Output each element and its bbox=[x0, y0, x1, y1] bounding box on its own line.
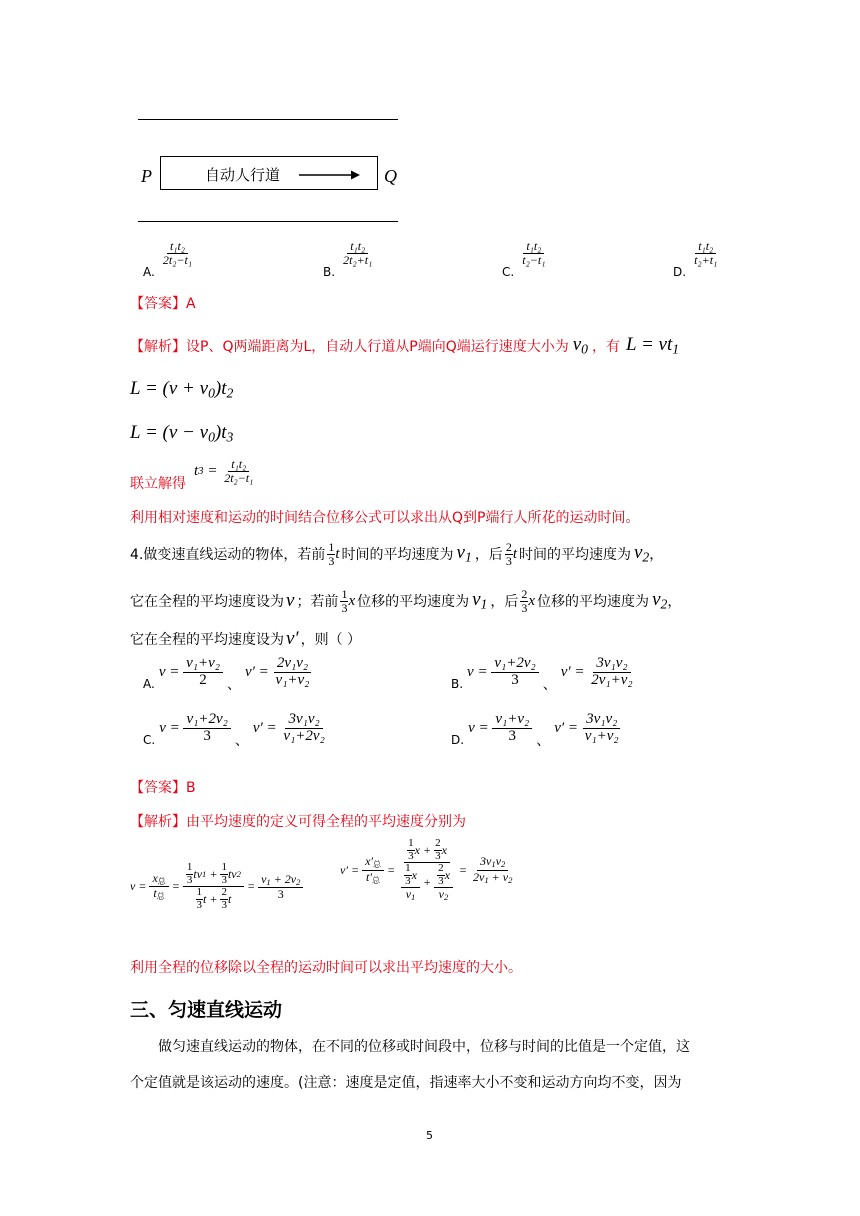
q3-conclusion: 利用相对速度和运动的时间结合位移公式可以求出从Q到P端行人所花的运动时间。 bbox=[130, 510, 640, 526]
q4-option-b[interactable]: B. v = $\frac{\text{v₁+2v₂}}{3}$ 、 v′ = $\frac{\text{3v₁v₂}}{\text{2v₁+v₂}}$ bbox=[451, 655, 633, 694]
equation-l-v-plus-v0: $L = (v + v_0)t_2$ bbox=[130, 378, 234, 401]
section-heading: 三、匀速直线运动 bbox=[130, 999, 283, 1021]
q3-option-c[interactable]: $_{C.}$ $\frac{\text{t₁t₂}}{\text{t₂−t₁}}$ bbox=[502, 239, 546, 279]
bottom-rail bbox=[138, 221, 398, 222]
walkway-label: 自动人行道 bbox=[205, 166, 281, 184]
q4-option-c[interactable]: C. v = $\frac{\text{v₁+2v₂}}{3}$ 、 v′ = $\frac{\text{3v₁v₂}}{\text{v₁+2v₂}}$ bbox=[143, 711, 325, 750]
equation-t3: t 3 = $\frac{\text{t₁t₂}}{\text{2t₂−t₁}}$ bbox=[194, 457, 254, 485]
q4-stem-line1: 4.做变速直线运动的物体，若前 $\frac{1}{3}$ t 时间的平均速度为 $v_1$ ，后 $\frac{2}{3}$ t 时间的平均速度为 $v_2$ ， bbox=[130, 540, 664, 568]
equation-l-v-minus-v0: $L = (v - v_0)t_3$ bbox=[130, 422, 234, 445]
equation-average-v: v = $\frac{x_总}{t_总}$ = $\frac{1}{3}$ tv 1 + $\frac{1}{3}$ tv 2 $\frac{1}{3}$ t + $\frac{2}{3}$ t = $\frac{v_1 + 2v_2}{3}$ bbox=[130, 862, 303, 911]
q3-option-a[interactable]: $_{A.}$ $\frac{\text{t₁t₂}}{\text{2t₂−t₁}}$ bbox=[143, 239, 193, 279]
equation-average-v-prime: v′ = $\frac{x'_总}{t'_总}$ = $\frac{1}{3}$ x + $\frac{2}{3}$ x $\frac{1}{3}$ x $v_1$ + $\frac{2}{3}$ x $v_2$ = $\frac{3v_1v_2}{2v_1 + v_2}$ bbox=[340, 837, 513, 903]
q3-answer: 【答案】A bbox=[130, 296, 196, 312]
walkway-box bbox=[160, 156, 378, 190]
section-paragraph-line1: 做匀速直线运动的物体，在不同的位移或时间段中，位移与时间的比值是一个定值，这 bbox=[158, 1039, 690, 1055]
q4-analysis: 【解析】由平均速度的定义可得全程的平均速度分别为 bbox=[130, 814, 466, 830]
point-q-label: Q bbox=[384, 166, 397, 186]
top-rail bbox=[138, 119, 398, 120]
q4-option-a[interactable]: A. v = $\frac{\text{v₁+v₂}}{2}$ 、 v′ = $\frac{\text{2v₁v₂}}{\text{v₁+v₂}}$ bbox=[143, 655, 310, 694]
page-number: 5 bbox=[426, 1129, 433, 1142]
point-p-label: P bbox=[141, 166, 152, 186]
section-paragraph-line2: 个定值就是该运动的速度。(注意：速度是定值，指速率大小不变和运动方向均不变，因为 bbox=[130, 1075, 682, 1091]
q4-answer: 【答案】B bbox=[130, 780, 196, 796]
q3-solution: 联立解得 t 3 = $\frac{\text{t₁t₂}}{\text{2t₂−t₁}}$ bbox=[130, 458, 256, 484]
q4-stem-line3: 它在全程的平均速度设为 v′ ，则（ ） bbox=[130, 628, 362, 649]
q4-option-d[interactable]: D. v = $\frac{\text{v₁+v₂}}{3}$ 、 v′ = $\frac{\text{3v₁v₂}}{\text{v₁+v₂}}$ bbox=[451, 711, 619, 750]
q4-conclusion: 利用全程的位移除以全程的运动时间可以求出平均速度的大小。 bbox=[130, 960, 522, 976]
q4-stem-line2: 它在全程的平均速度设为 v ；若前 $\frac{1}{3}$ x 位移的平均速度为 $v_1$ ，后 $\frac{2}{3}$ x 位移的平均速度为 $v_2$ ， bbox=[130, 587, 682, 615]
equation-l-vt1: $L = vt_1$ bbox=[626, 334, 680, 357]
q3-analysis: 【解析】 设P、Q两端距离为L，自动人行道从P端向Q端运行速度大小为 $v_0$ ，有 $L = vt_1$ bbox=[130, 334, 680, 357]
direction-arrow-icon bbox=[299, 169, 361, 181]
q3-option-d[interactable]: $_{D.}$ $\frac{\text{t₁t₂}}{\text{t₂+t₁}}$ bbox=[673, 239, 718, 279]
q3-option-b[interactable]: $_{B.}$ $\frac{\text{t₁t₂}}{\text{2t₂+t₁}}$ bbox=[323, 239, 373, 279]
v0-symbol: $v_0$ bbox=[572, 334, 589, 357]
